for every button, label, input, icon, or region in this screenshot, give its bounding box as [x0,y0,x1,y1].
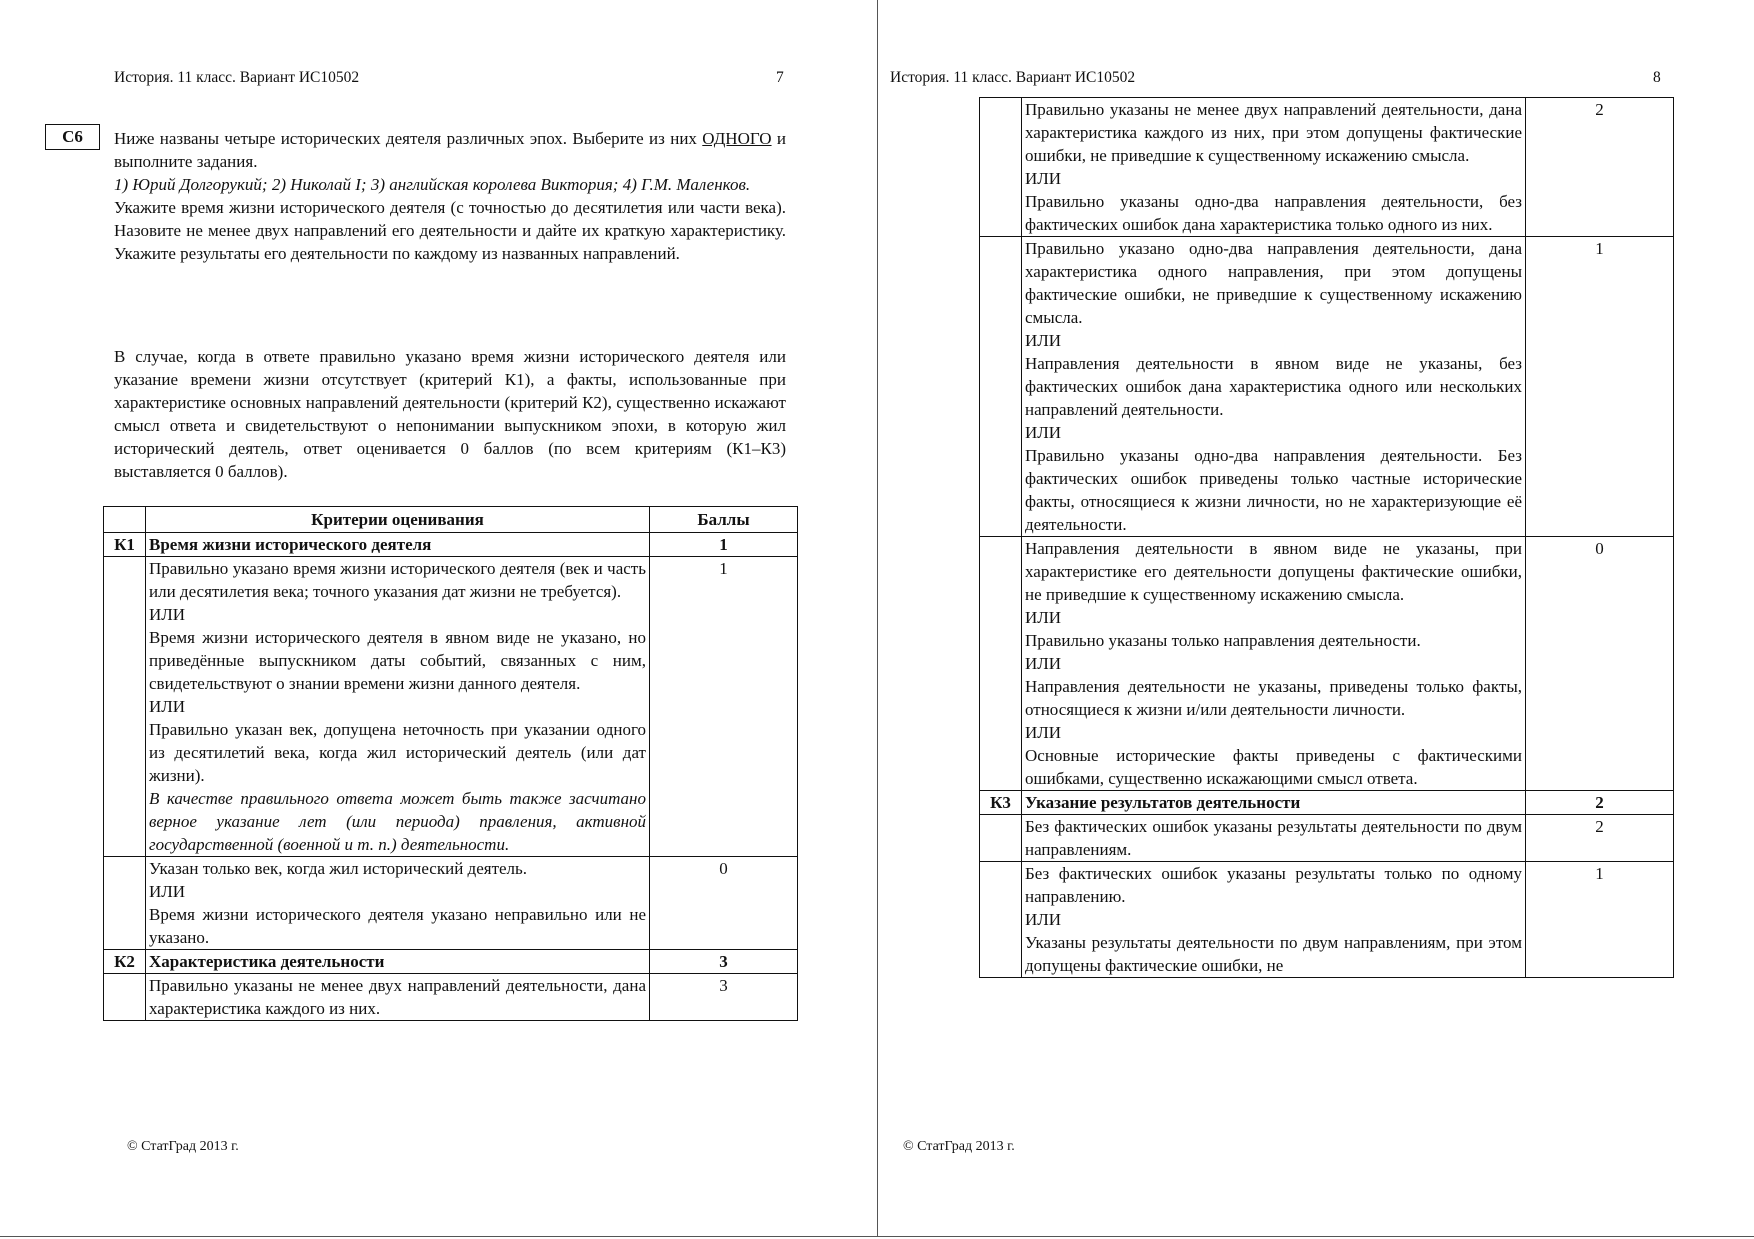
table-row [980,862,1674,978]
row-points: 0 [1526,537,1674,791]
row-points: 3 [650,974,798,1021]
task-label: С6 [45,124,100,150]
page-header: История. 11 класс. Вариант ИС10502 [890,69,1136,86]
criterion-max-points: 1 [650,533,798,557]
page-right [878,0,1754,1236]
criterion-description: Правильно указано время жизни исторического деятеля (век и часть или десятилетия века; точного указания дат жизни не требуется). ИЛИ Время жизни исторического деятеля в явном виде не указано, но приведённые выпускником даты событий, связанных с ним, свидетельствуют о знании времени жизни данного деятеля. ИЛИ Правильно указан век, допущена неточность при указании одного из десятилетий века, когда жил исторический деятель (или дат жизни). В качестве правильного ответа может быть также засчитано верное указание лет (или периода) правления, активной государственной (военной и т. п.) деятельности. [146,557,650,857]
row-points: 0 [650,857,798,950]
row-points: 2 [1526,815,1674,862]
criterion-number: К2 [104,950,146,974]
row-points: 1 [650,557,798,857]
table-row [980,815,1674,862]
table-row [104,557,798,857]
criterion-k2-header [104,950,798,974]
row-points: 1 [1526,862,1674,978]
criterion-description: Правильно указаны не менее двух направлений деятельности, дана характеристика каждого из них, при этом допущены фактические ошибки, не приведшие к существенному искажению смысла. ИЛИ Правильно указаны одно-два направления деятельности, без фактических ошибок дана характеристика только одного из них. [1022,98,1526,237]
table-row [980,537,1674,791]
page-header: История. 11 класс. Вариант ИС10502 [114,69,360,86]
col-criteria: Критерии оценивания [146,507,650,533]
bottom-border [0,1236,1754,1237]
row-points: 1 [1526,237,1674,537]
criterion-number: К1 [104,533,146,557]
table-header-row [104,507,798,533]
task-instructions: Укажите время жизни исторического деятеля (с точностью до десятилетия или части века). Назовите не менее двух направлений его деятельности и дайте их краткую характеристику. Укажите результаты его деятельности по каждому из названных направлений. [114,198,786,263]
copyright: © СтатГрад 2013 г. [127,1139,239,1154]
criterion-k3-header [980,791,1674,815]
criterion-description: Правильно указано одно-два направления деятельности, дана характеристика одного направления, при этом допущены фактические ошибки, не приведшие к существенному искажению смысла. ИЛИ Направления деятельности в явном виде не указаны, без фактических ошибок дана характеристика одного или нескольких направлений деятельности. ИЛИ Правильно указаны одно-два направления деятельности. Без фактических ошибок приведены только частные исторические факты, относящиеся к жизни личности, но не характеризующие её деятельности. [1022,237,1526,537]
col-points: Баллы [650,507,798,533]
criterion-description: Без фактических ошибок указаны результаты деятельности по двум направлениям. [1022,815,1526,862]
criterion-description: Правильно указаны не менее двух направлений деятельности, дана характеристика каждого из них. [146,974,650,1021]
criterion-note: В качестве правильного ответа может быть также засчитано верное указание лет (или периода) правления, активной государственной (военной и т. п.) деятельности. [149,789,646,854]
criterion-max-points: 2 [1526,791,1674,815]
criteria-table [103,506,798,1021]
criterion-title: Указание результатов деятельности [1022,791,1526,815]
task-persons: 1) Юрий Долгорукий; 2) Николай I; 3) английская королева Виктория; 4) Г.М. Маленков. [114,175,751,194]
page-left [0,0,878,1236]
table-row [980,237,1674,537]
criterion-description: Указан только век, когда жил исторический деятель. ИЛИ Время жизни исторического деятеля указано неправильно или не указано. [146,857,650,950]
table-row [104,974,798,1021]
criterion-k1-header [104,533,798,557]
criteria-table-continued [979,97,1674,978]
page-number: 7 [776,69,784,86]
criterion-description: Направления деятельности в явном виде не указаны, при характеристике его деятельности допущены фактические ошибки, не приведшие к существенному искажению смысла. ИЛИ Правильно указаны только направления деятельности. ИЛИ Направления деятельности не указаны, приведены только факты, относящиеся к жизни и/или деятельности личности. ИЛИ Основные исторические факты приведены с фактическими ошибками, существенно искажающими смысл ответа. [1022,537,1526,791]
copyright: © СтатГрад 2013 г. [903,1139,1015,1154]
table-row [980,98,1674,237]
task-intro-emphasis: ОДНОГО [702,129,772,148]
task-text [114,127,786,265]
row-points: 2 [1526,98,1674,237]
criterion-title: Характеристика деятельности [146,950,650,974]
grading-rule: В случае, когда в ответе правильно указано время жизни исторического деятеля или указание времени жизни отсутствует (критерий К1), а факты, использованные при характеристике основных направлений деятельности (критерий К2), существенно искажают смысл ответа и свидетельствуют о непонимании выпускником эпохи, в которую жил исторический деятель, ответ оценивается 0 баллов (по всем критериям (К1–К3) выставляется 0 баллов). [114,347,786,481]
table-row [104,857,798,950]
criterion-title: Время жизни исторического деятеля [146,533,650,557]
criterion-description: Без фактических ошибок указаны результаты только по одному направлению. ИЛИ Указаны результаты деятельности по двум направлениям, при этом допущены фактические ошибки, не [1022,862,1526,978]
page-number: 8 [1653,69,1661,86]
criterion-number: К3 [980,791,1022,815]
task-intro: Ниже названы четыре исторических деятеля различных эпох. Выберите из них ОДНОГО и выполните задания. [114,129,786,171]
criterion-max-points: 3 [650,950,798,974]
